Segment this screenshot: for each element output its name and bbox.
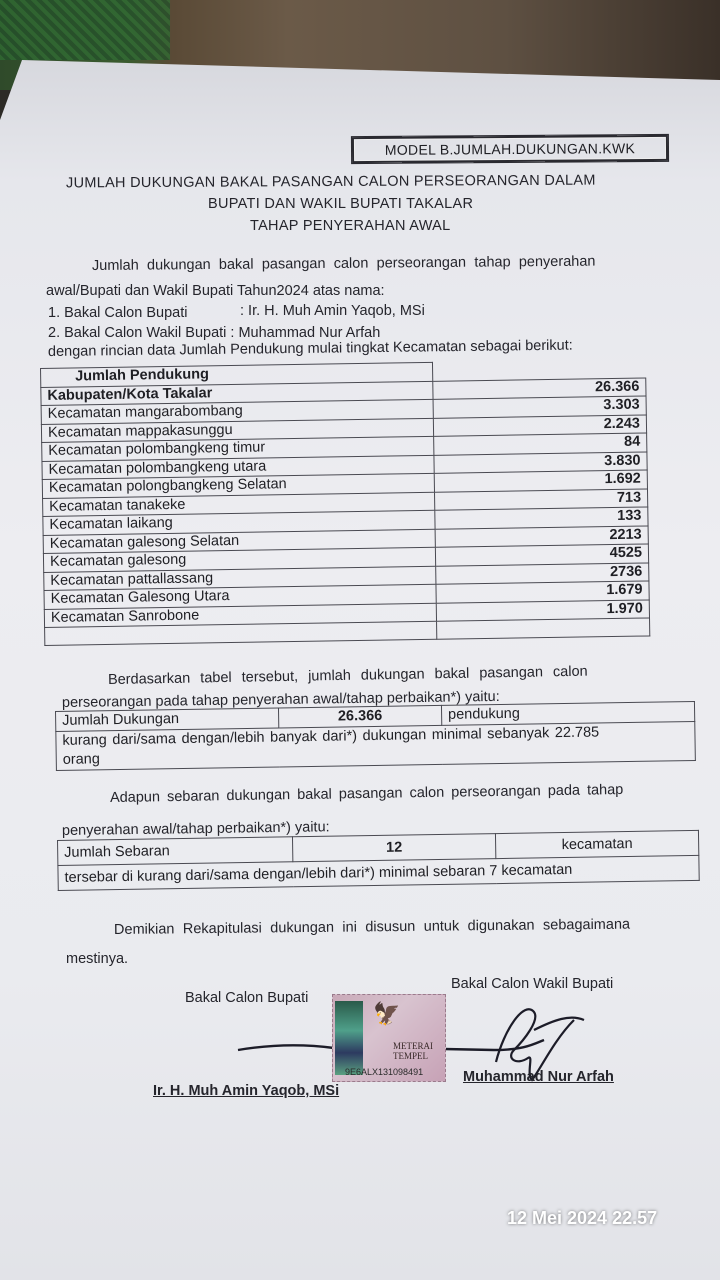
spread-note: tersebar di kurang dari/sama dengan/lebih dari*) minimal sebaran 7 kecamatan [58, 855, 699, 890]
kecamatan-name: Kabupaten/Kota Takalar [41, 381, 433, 406]
supporter-count: 1.970 [436, 599, 649, 621]
support-table [40, 358, 650, 645]
kecamatan-name: Kecamatan laikang [43, 510, 435, 535]
revenue-stamp [332, 994, 446, 1082]
supporter-count: 2.243 [433, 414, 646, 436]
table-header: Jumlah Pendukung [41, 362, 433, 387]
support-note-1: kurang dari/sama dengan/lebih banyak dari*) dukungan minimal sebanyak 22.785 [62, 724, 600, 749]
closing-line-1: Demikian Rekapitulasi dukungan ini disusun untuk digunakan sebagaimana [113, 916, 631, 938]
model-code-box: MODEL B.JUMLAH.DUKUNGAN.KWK [352, 135, 668, 163]
summary1-line-2: perseorangan pada tahap penyerahan awal/tahap perbaikan*) yaitu: [61, 688, 500, 711]
left-signer-name: Ir. H. Muh Amin Yaqob, MSi [153, 1083, 340, 1099]
support-note-2: orang [62, 751, 100, 768]
supporter-count: 2736 [436, 562, 649, 584]
kecamatan-name: Kecamatan Galesong Utara [44, 584, 436, 609]
intro-item-1-label: 1. Bakal Calon Bupati [48, 305, 188, 321]
kecamatan-name: Kecamatan tanakeke [43, 492, 435, 517]
spread-unit: kecamatan [495, 830, 698, 858]
supporter-count: 1.679 [436, 581, 649, 603]
spread-label: Jumlah Sebaran [58, 837, 293, 866]
intro-line-3: dengan rincian data Jumlah Pendukung mulai tingkat Kecamatan sebagai berikut: [47, 337, 573, 360]
support-summary-table [55, 701, 696, 771]
title-line-3: TAHAP PENYERAHAN AWAL [250, 218, 451, 234]
supporter-count: 133 [435, 507, 648, 529]
kecamatan-name: Kecamatan galesong Selatan [43, 529, 435, 554]
support-value: 26.366 [278, 705, 441, 728]
intro-item-2: 2. Bakal Calon Wakil Bupati : Muhammad Nur Arfah [48, 325, 381, 341]
supporter-count: 84 [434, 433, 647, 455]
kecamatan-name: Kecamatan polongbangkeng Selatan [42, 473, 434, 498]
kecamatan-name: Kecamatan mappakasunggu [41, 418, 433, 443]
kecamatan-name: Kecamatan polombangkeng timur [42, 436, 434, 461]
right-signer-title: Bakal Calon Wakil Bupati [451, 976, 614, 992]
supporter-count: 26.366 [433, 377, 646, 399]
intro-item-1-value: : Ir. H. Muh Amin Yaqob, MSi [240, 303, 425, 319]
stamp-hologram [335, 1001, 363, 1075]
summary1-line-1: Berdasarkan tabel tersebut, jumlah dukungan bakal pasangan calon [107, 663, 588, 688]
supporter-count: 1.692 [434, 470, 647, 492]
photo-timestamp: 12 Mei 2024 22.57 [507, 1208, 658, 1228]
title-line-2: BUPATI DAN WAKIL BUPATI TAKALAR [208, 196, 474, 212]
supporter-count: 2213 [435, 525, 648, 547]
spread-value: 12 [292, 834, 495, 862]
summary2-line-1: Adapun sebaran dukungan bakal pasangan calon perseorangan pada tahap [109, 781, 624, 806]
summary2-line-2: penyerahan awal/tahap perbaikan*) yaitu: [61, 819, 330, 839]
kecamatan-name: Kecamatan pattallassang [44, 566, 436, 591]
supporter-count: 713 [434, 488, 647, 510]
kecamatan-name: Kecamatan mangarabombang [41, 399, 433, 424]
kecamatan-name: Kecamatan Sanrobone [44, 603, 436, 628]
intro-line-2: awal/Bupati dan Wakil Bupati Tahun2024 atas nama: [46, 283, 385, 299]
stamp-text: METERAI TEMPEL [393, 1041, 433, 1061]
supporter-count: 3.303 [433, 396, 646, 418]
support-unit: pendukung [441, 701, 694, 725]
left-signer-title: Bakal Calon Bupati [185, 990, 309, 1006]
stamp-serial: 9E6ALX131098491 [345, 1067, 424, 1077]
intro-line-1: Jumlah dukungan bakal pasangan calon perseorangan tahap penyerahan [91, 253, 596, 274]
supporter-count: 4525 [435, 544, 648, 566]
right-signer-name: Muhammad Nur Arfah [463, 1069, 614, 1085]
closing-line-2: mestinya. [66, 951, 129, 967]
title-line-1: JUMLAH DUKUNGAN BAKAL PASANGAN CALON PERSEORANGAN DALAM [65, 172, 596, 192]
supporter-count: 3.830 [434, 451, 647, 473]
kecamatan-name: Kecamatan polombangkeng utara [42, 455, 434, 480]
kecamatan-name: Kecamatan galesong [43, 547, 435, 572]
spread-summary-table [57, 830, 700, 891]
garuda-emblem-icon: 🦅 [373, 1001, 401, 1026]
support-label: Jumlah Dukungan [56, 708, 279, 732]
